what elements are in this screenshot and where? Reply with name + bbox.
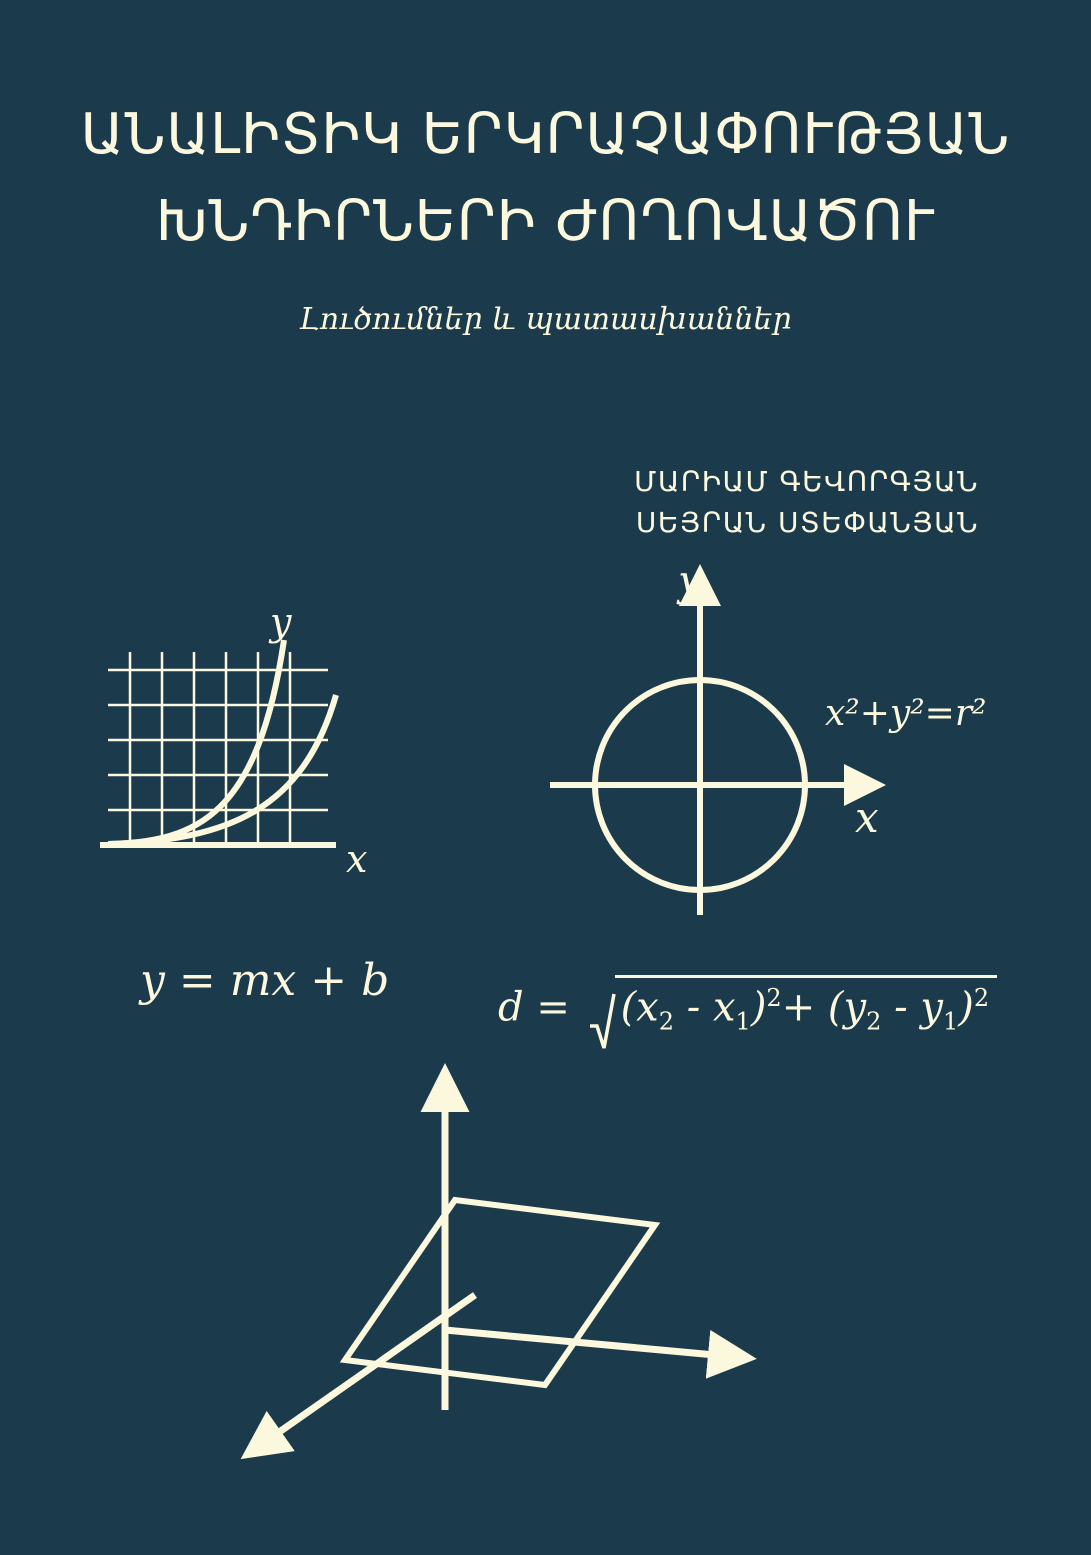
graph-x-label: x <box>346 837 368 881</box>
graph-y-label: y <box>270 600 292 644</box>
circle-y-label: y <box>678 556 702 605</box>
formula-distance <box>498 975 997 1050</box>
axes3d-svg <box>240 1080 760 1470</box>
author-name-1: ՄԱՐԻԱՄ ԳԵՎՈՐԳՅԱՆ <box>634 465 979 498</box>
radical-sign <box>589 992 615 1050</box>
grid-graph-svg <box>88 600 418 900</box>
page-title-line-2: ԽՆԴԻՐՆԵՐԻ ԺՈՂՈՎԱԾՈՒ <box>155 188 936 254</box>
title-block <box>0 92 1091 337</box>
author-name-2: ՍԵՅՐԱՆ ՍՏԵՓԱՆՅԱՆ <box>635 505 979 539</box>
figure-circle <box>520 556 1000 940</box>
subtitle: Լուծումներ և պատասխաններ <box>299 301 792 337</box>
page-title-line-1: ԱՆԱԼԻՏԻԿ ԵՐԿՐԱՉԱՓՈՒԹՅԱՆ <box>80 102 1011 167</box>
circle-svg <box>520 556 1000 940</box>
figure-grid-graph <box>88 600 418 900</box>
sqrt-symbol <box>583 975 998 1050</box>
circle-x-label: x <box>855 793 879 842</box>
curve-2 <box>110 695 336 844</box>
formula-line-equation: y = mx + b <box>140 955 390 1006</box>
figure-3d-axes <box>240 1080 760 1470</box>
grid-lines <box>108 652 328 845</box>
authors-block <box>634 462 979 543</box>
distance-lhs: d = <box>498 984 570 1031</box>
circle-equation: x²+y²=r² <box>825 693 987 734</box>
distance-radicand: $(x_2 - x_1)^2+ (y_2 - y_1)^2$ <box>615 975 998 1035</box>
